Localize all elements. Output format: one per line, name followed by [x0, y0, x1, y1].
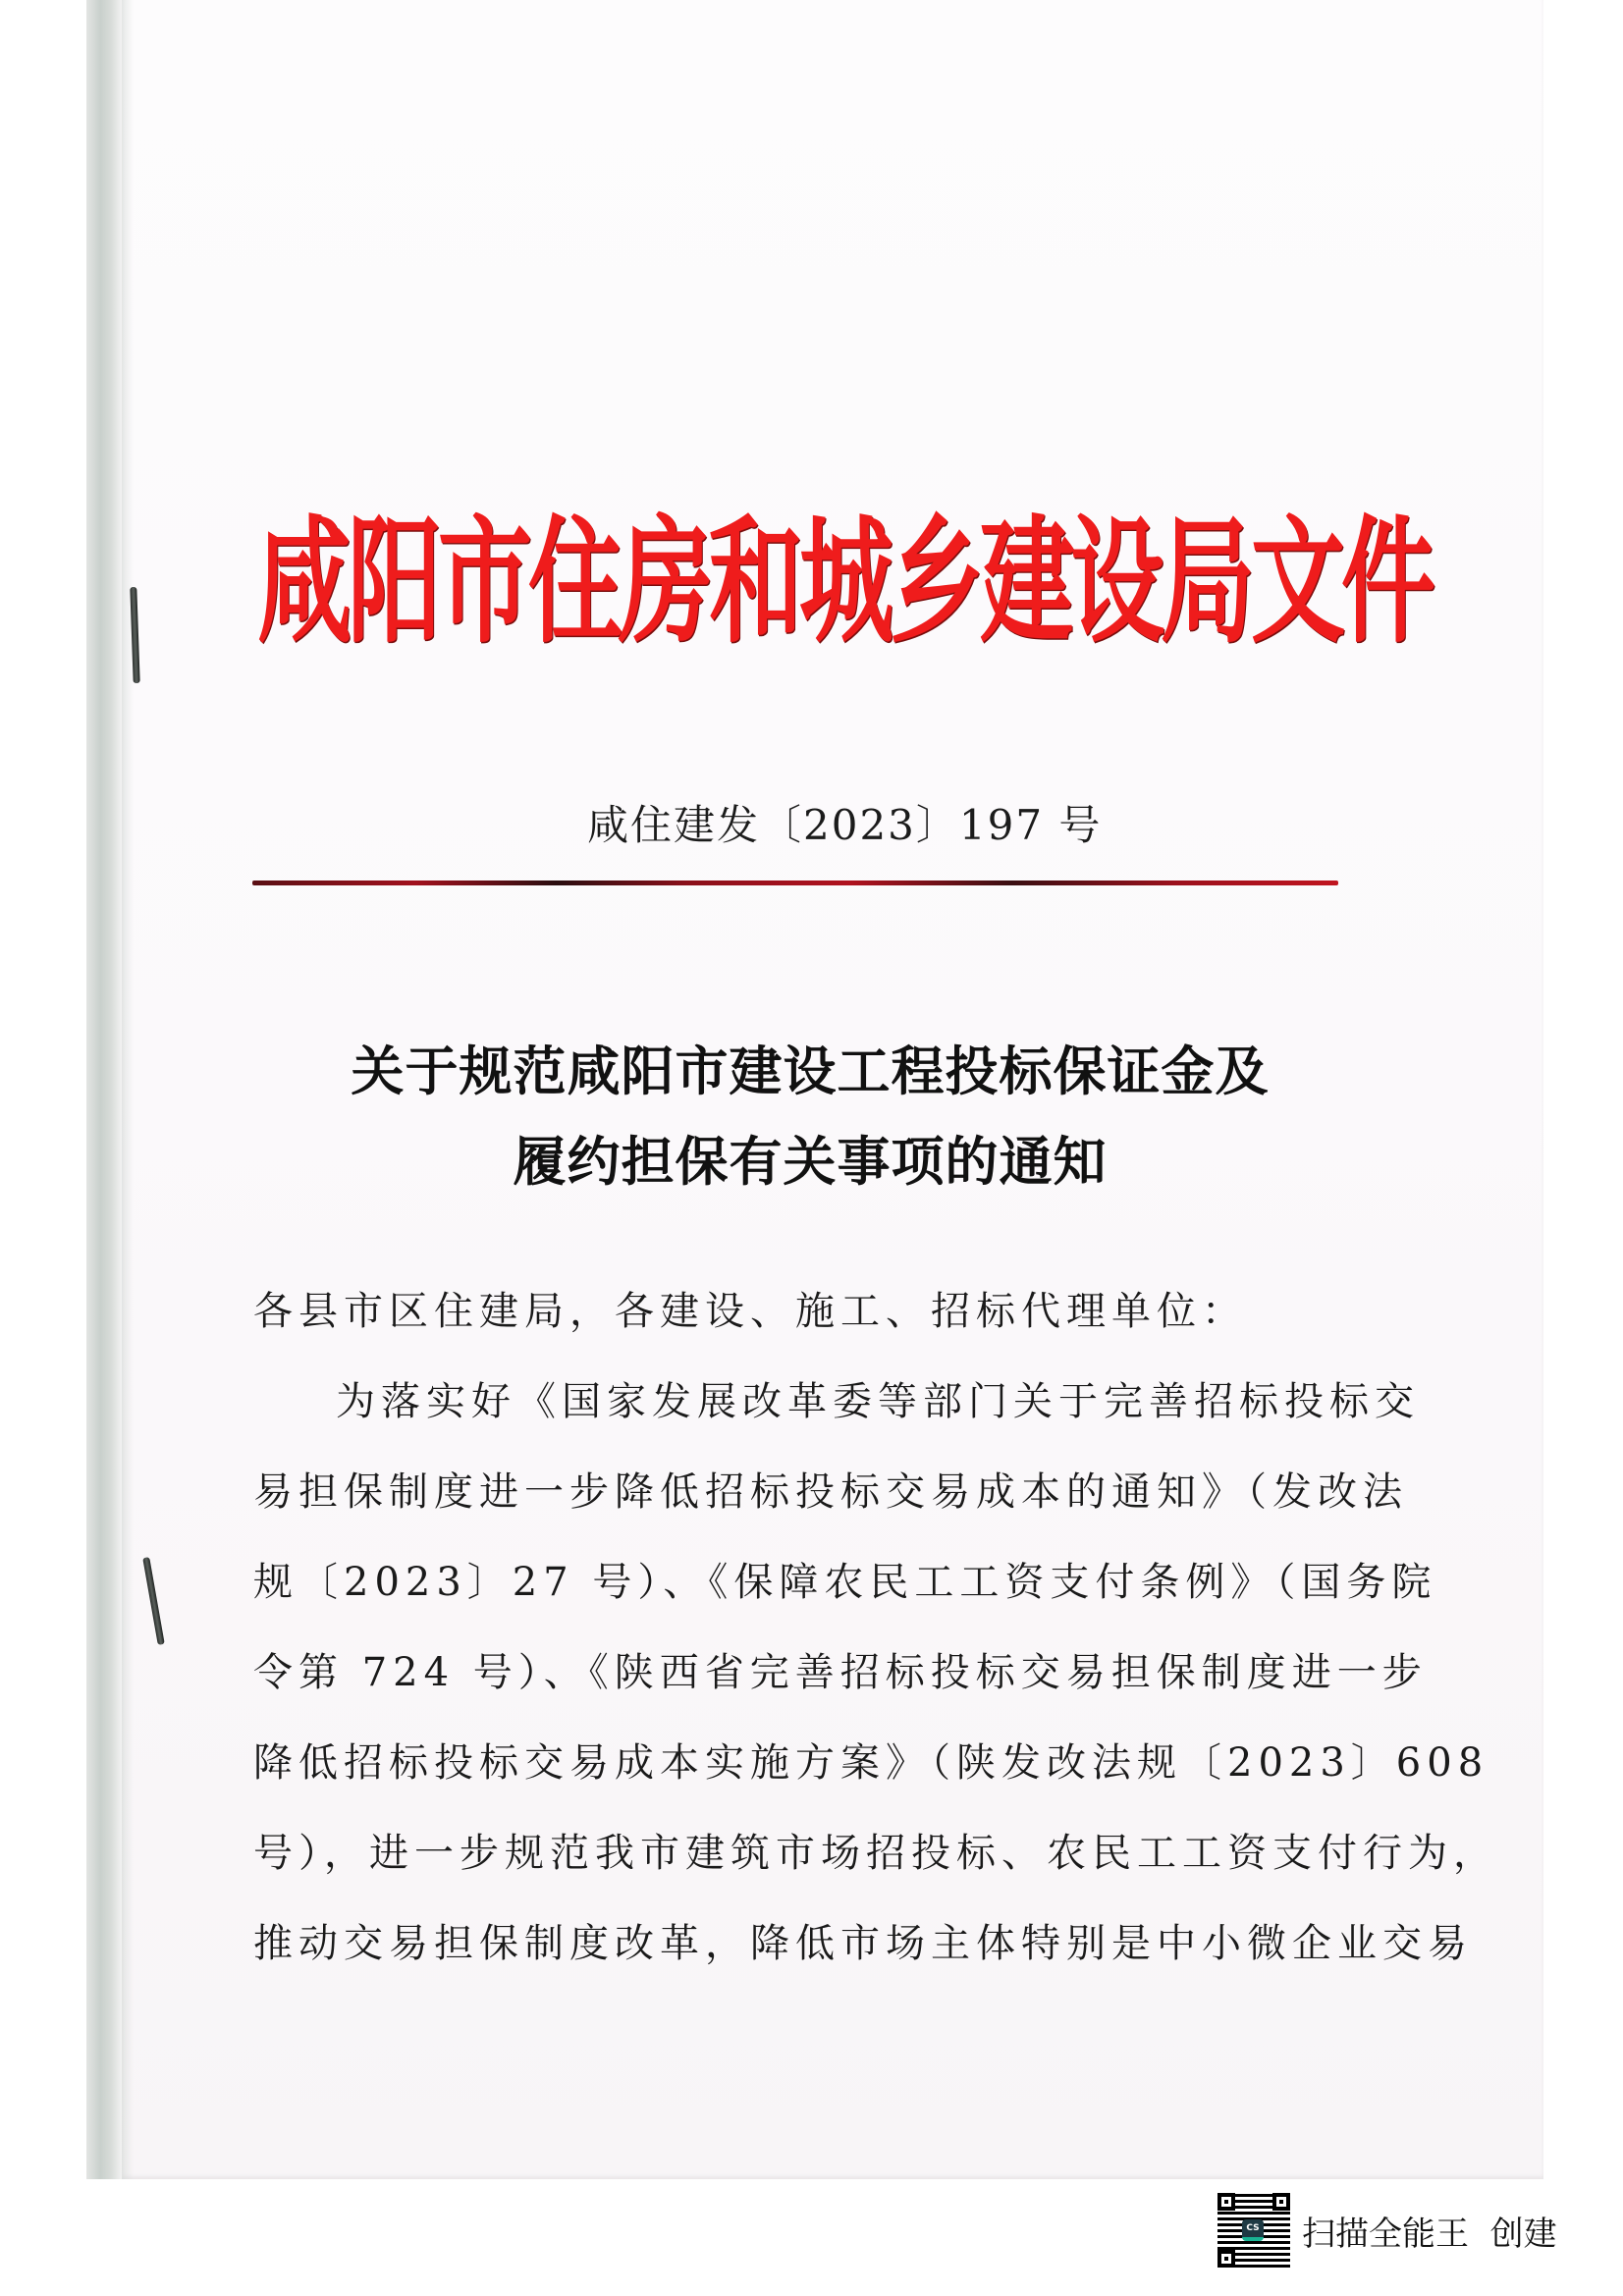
page-edge-shadow [122, 0, 134, 2179]
qr-finder-pattern [1217, 2193, 1235, 2211]
body-line: 推动交易担保制度改革，降低市场主体特别是中小微企业交易 [253, 1921, 1473, 1966]
document-number: 咸住建发〔2023〕197 号 [587, 801, 1103, 849]
body-line: 令第 724 号）、《陕西省完善招标投标交易担保制度进一步 [253, 1650, 1428, 1695]
body-line: 为落实好《国家发展改革委等部门关于完善招标投标交 [336, 1379, 1420, 1424]
body-line: 号），进一步规范我市建筑市场招投标、农民工工资支付行为， [253, 1831, 1498, 1876]
qr-finder-pattern [1272, 2193, 1290, 2211]
camscanner-logo-icon: CS [1242, 2219, 1264, 2241]
issuer-red-header: 咸阳市住房和城乡建设局文件 [257, 502, 1432, 663]
document-body [253, 1266, 1498, 1989]
body-line: 易担保制度进一步降低招标投标交易成本的通知》（发改法 [253, 1469, 1408, 1515]
notice-title-line-2: 履约担保有关事项的通知 [513, 1130, 1108, 1193]
qr-finder-pattern [1217, 2250, 1235, 2268]
notice-title [324, 1026, 1296, 1206]
scan-backdrop-edge [86, 0, 122, 2179]
red-divider-line [252, 881, 1338, 885]
watermark-text: 扫描全能王 创建 [1302, 2214, 1557, 2254]
qr-code-icon [1217, 2193, 1290, 2268]
addressee-line: 各县市区住建局，各建设、施工、招标代理单位： [253, 1289, 1247, 1334]
notice-title-line-1: 关于规范咸阳市建设工程投标保证金及 [351, 1040, 1270, 1102]
body-line: 规〔2023〕27 号）、《保障农民工工资支付条例》（国务院 [253, 1560, 1437, 1605]
camscanner-watermark [1217, 2193, 1557, 2268]
body-line: 降低招标投标交易成本实施方案》（陕发改法规〔2023〕608 [253, 1740, 1489, 1786]
